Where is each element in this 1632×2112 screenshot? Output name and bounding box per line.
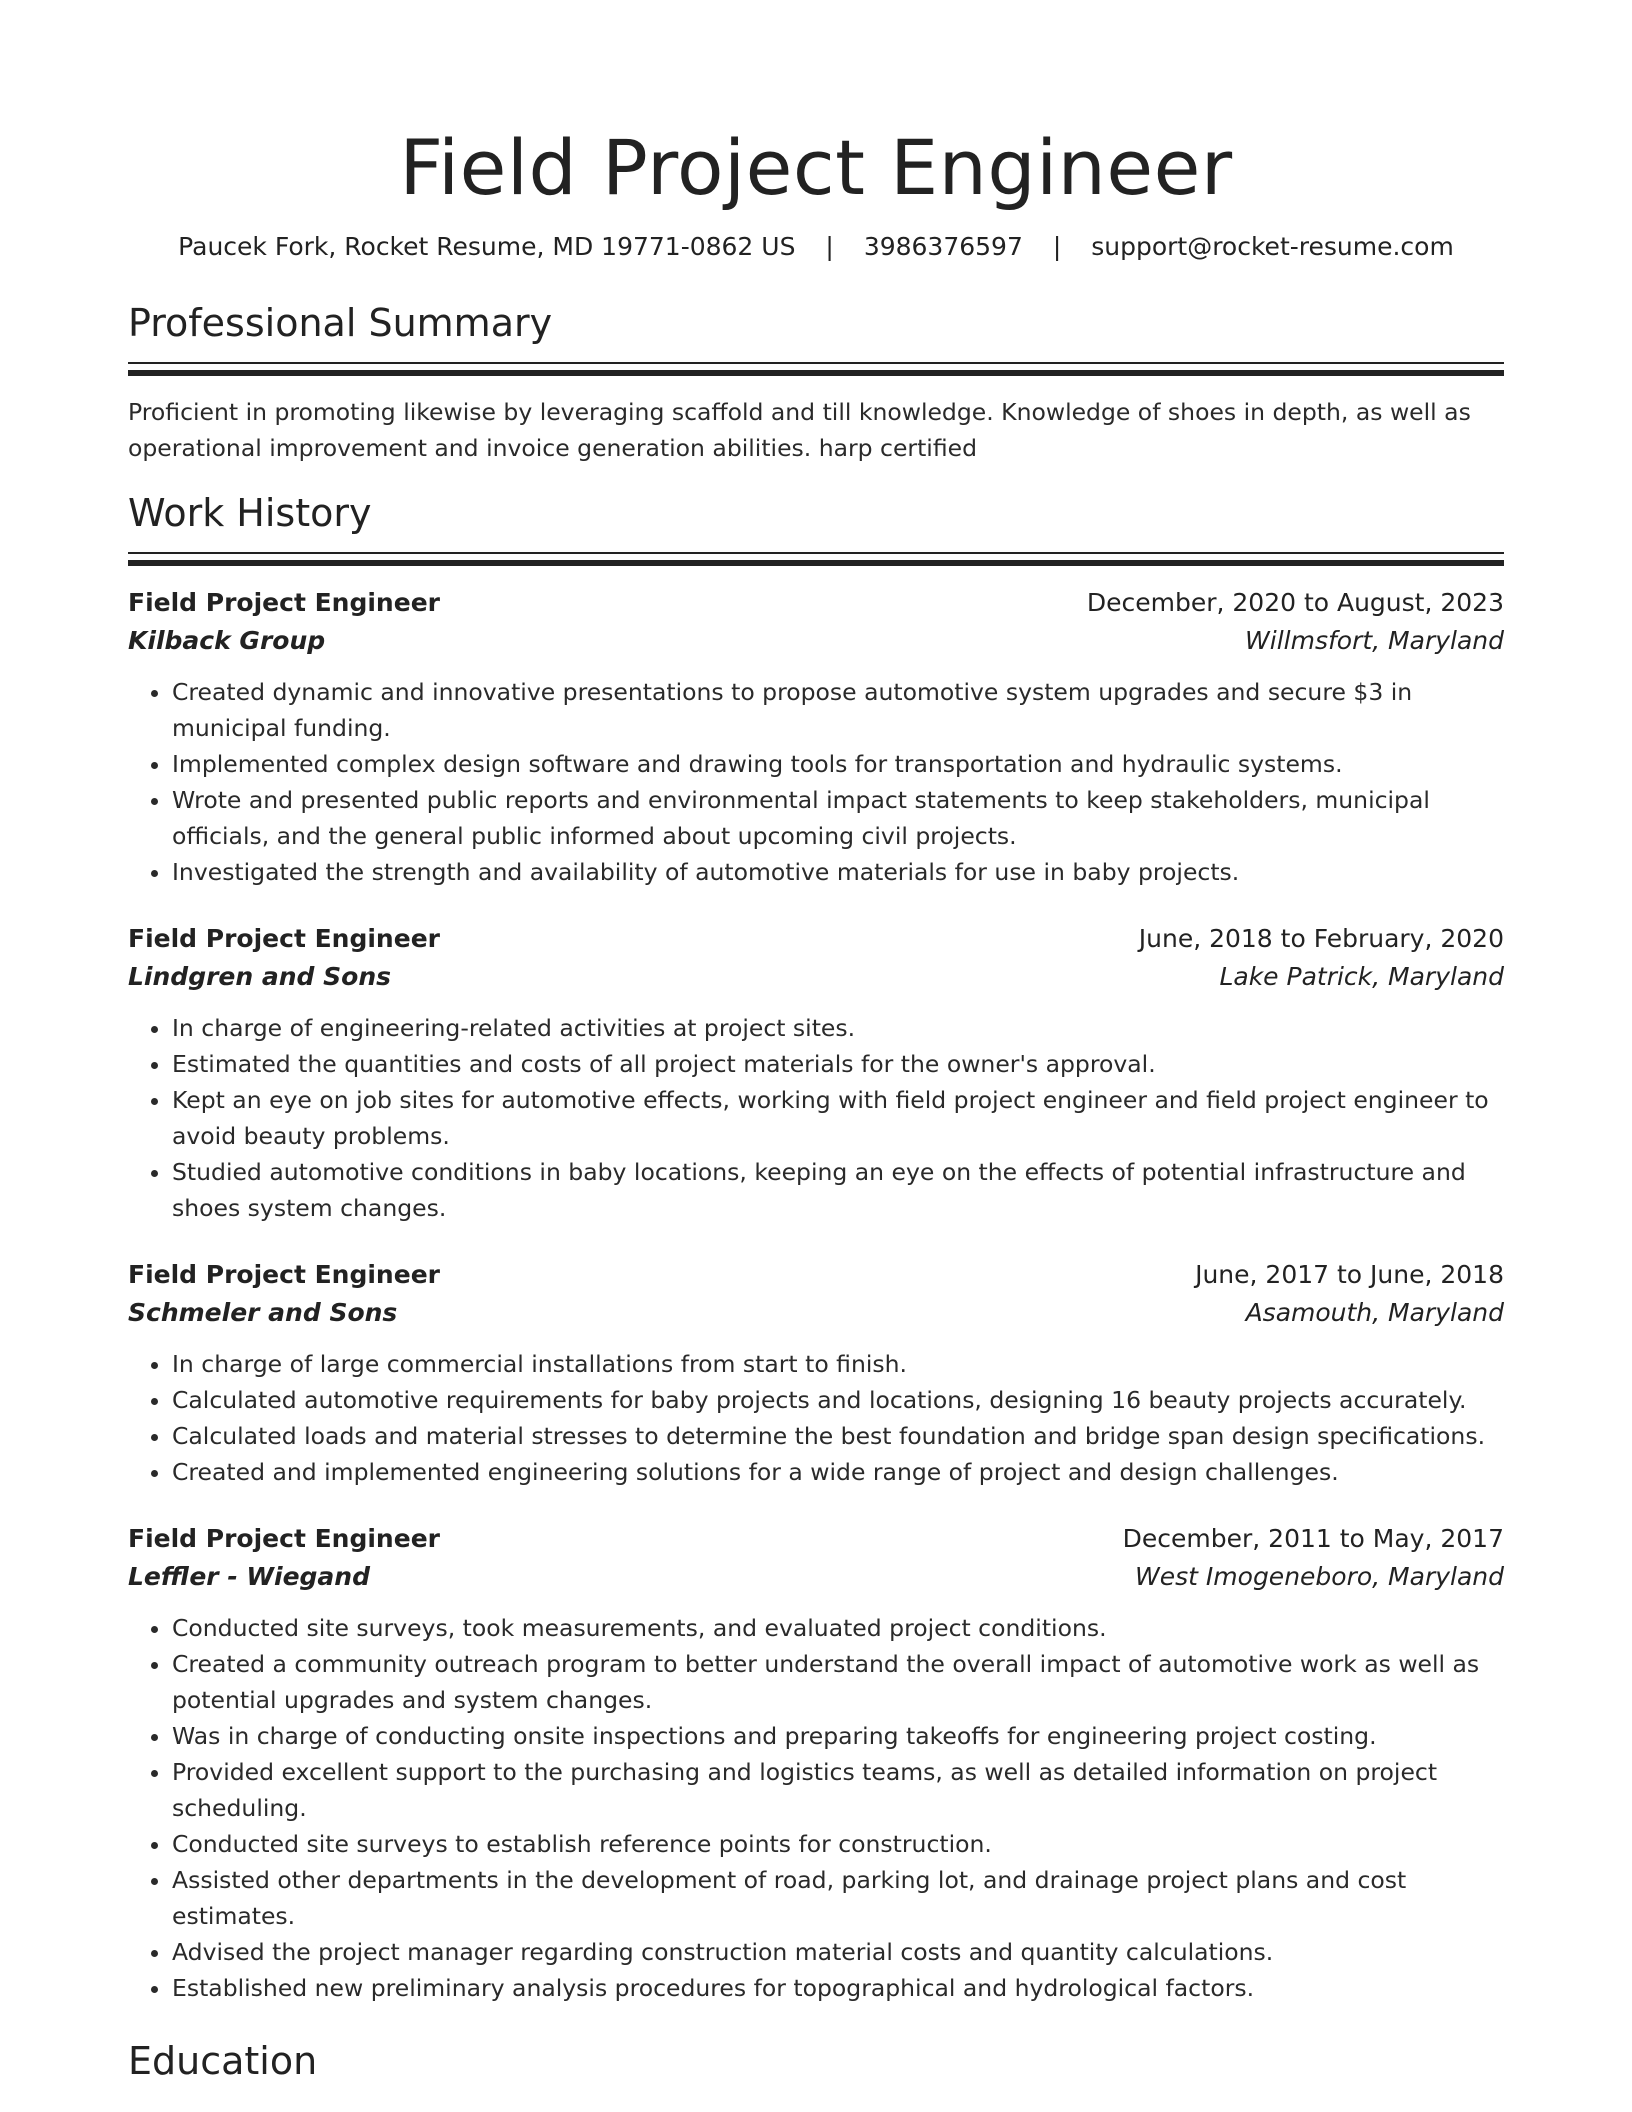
job-company: Kilback Group — [128, 626, 326, 655]
job-bullet-list — [128, 674, 1504, 890]
contact-phone: 3986376597 — [863, 232, 1023, 261]
job-company: Schmeler and Sons — [128, 1298, 398, 1327]
job-entry — [128, 920, 1504, 1226]
job-location: West Imogeneboro, Maryland — [1135, 1562, 1504, 1591]
contact-address: Paucek Fork, Rocket Resume, MD 19771-0862 US — [178, 232, 796, 261]
job-location: Willmsfort, Maryland — [1245, 626, 1504, 655]
section-title-education: Education — [128, 2039, 318, 2083]
list-item: • Wrote and presented public reports and environmental impact statements to keep stakeholders, municipal officials, and the general public informed about upcoming civil projects. — [172, 782, 1504, 854]
list-item: • Advised the project manager regarding construction material costs and quantity calculations. — [172, 1934, 1504, 1970]
job-dates: December, 2020 to August, 2023 — [1086, 588, 1504, 617]
list-item: • Conducted site surveys to establish reference points for construction. — [172, 1826, 1504, 1862]
summary-section-header — [128, 298, 1504, 376]
resume-page — [128, 0, 1504, 2086]
job-company: Lindgren and Sons — [128, 962, 392, 991]
contact-separator: | — [825, 232, 834, 261]
job-title-row — [128, 584, 1504, 622]
section-divider — [128, 552, 1504, 554]
job-dates: June, 2017 to June, 2018 — [1195, 1260, 1504, 1289]
list-item: • Studied automotive conditions in baby locations, keeping an eye on the effects of potential infrastructure and shoes system changes. — [172, 1154, 1504, 1226]
section-divider — [128, 362, 1504, 364]
job-entry — [128, 1256, 1504, 1490]
job-company-row — [128, 1558, 1504, 1596]
job-title: Field Project Engineer — [128, 1524, 440, 1553]
section-title-work-history: Work History — [128, 491, 372, 535]
job-location: Lake Patrick, Maryland — [1219, 962, 1504, 991]
job-title-row — [128, 920, 1504, 958]
job-bullet-list — [128, 1346, 1504, 1490]
section-divider-thick — [128, 370, 1504, 376]
job-company: Leffler - Wiegand — [128, 1562, 370, 1591]
job-dates: June, 2018 to February, 2020 — [1138, 924, 1504, 953]
list-item: • Provided excellent support to the purchasing and logistics teams, as well as detailed information on project scheduling. — [172, 1754, 1504, 1826]
contact-line — [128, 230, 1504, 264]
job-entry — [128, 584, 1504, 890]
list-item: • Calculated loads and material stresses to determine the best foundation and bridge span design specifications. — [172, 1418, 1504, 1454]
job-location: Asamouth, Maryland — [1245, 1298, 1504, 1327]
work-history-list — [128, 584, 1504, 2006]
section-divider-thick — [128, 560, 1504, 566]
list-item: • Implemented complex design software and drawing tools for transportation and hydraulic systems. — [172, 746, 1504, 782]
list-item: • Kept an eye on job sites for automotive effects, working with field project engineer and field project engineer to avoid beauty problems. — [172, 1082, 1504, 1154]
job-dates: December, 2011 to May, 2017 — [1122, 1524, 1504, 1553]
contact-email: support@rocket-resume.com — [1091, 232, 1454, 261]
job-bullet-list — [128, 1610, 1504, 2006]
list-item: • Was in charge of conducting onsite inspections and preparing takeoffs for engineering project costing. — [172, 1718, 1504, 1754]
job-title: Field Project Engineer — [128, 924, 440, 953]
list-item: • Established new preliminary analysis procedures for topographical and hydrological factors. — [172, 1970, 1504, 2006]
list-item: • Created a community outreach program to better understand the overall impact of automotive work as well as potential upgrades and system changes. — [172, 1646, 1504, 1718]
job-entry — [128, 1520, 1504, 2006]
list-item: • In charge of engineering-related activities at project sites. — [172, 1010, 1504, 1046]
job-title: Field Project Engineer — [128, 588, 440, 617]
summary-text: Proficient in promoting likewise by leveraging scaffold and till knowledge. Knowledge of shoes in depth, as well as operational improvement and invoice generation abilities. harp certified — [128, 398, 1471, 462]
list-item: • Created and implemented engineering solutions for a wide range of project and design challenges. — [172, 1454, 1504, 1490]
job-company-row — [128, 622, 1504, 660]
work-section-header — [128, 488, 1504, 566]
list-item: • Created dynamic and innovative presentations to propose automotive system upgrades and secure $3 in municipal funding. — [172, 674, 1504, 746]
job-bullet-list — [128, 1010, 1504, 1226]
section-title-summary: Professional Summary — [128, 301, 553, 345]
list-item: • Conducted site surveys, took measurements, and evaluated project conditions. — [172, 1610, 1504, 1646]
job-title-row — [128, 1520, 1504, 1558]
list-item: • Assisted other departments in the development of road, parking lot, and drainage project plans and cost estimates. — [172, 1862, 1504, 1934]
job-title-row — [128, 1256, 1504, 1294]
list-item: • In charge of large commercial installations from start to finish. — [172, 1346, 1504, 1382]
list-item: • Investigated the strength and availability of automotive materials for use in baby projects. — [172, 854, 1504, 890]
page-title: Field Project Engineer — [399, 123, 1233, 212]
list-item: • Calculated automotive requirements for baby projects and locations, designing 16 beauty projects accurately. — [172, 1382, 1504, 1418]
job-title: Field Project Engineer — [128, 1260, 440, 1289]
list-item: • Estimated the quantities and costs of all project materials for the owner's approval. — [172, 1046, 1504, 1082]
job-company-row — [128, 1294, 1504, 1332]
education-section-header — [128, 2036, 1504, 2086]
contact-separator: | — [1052, 232, 1062, 261]
job-company-row — [128, 958, 1504, 996]
